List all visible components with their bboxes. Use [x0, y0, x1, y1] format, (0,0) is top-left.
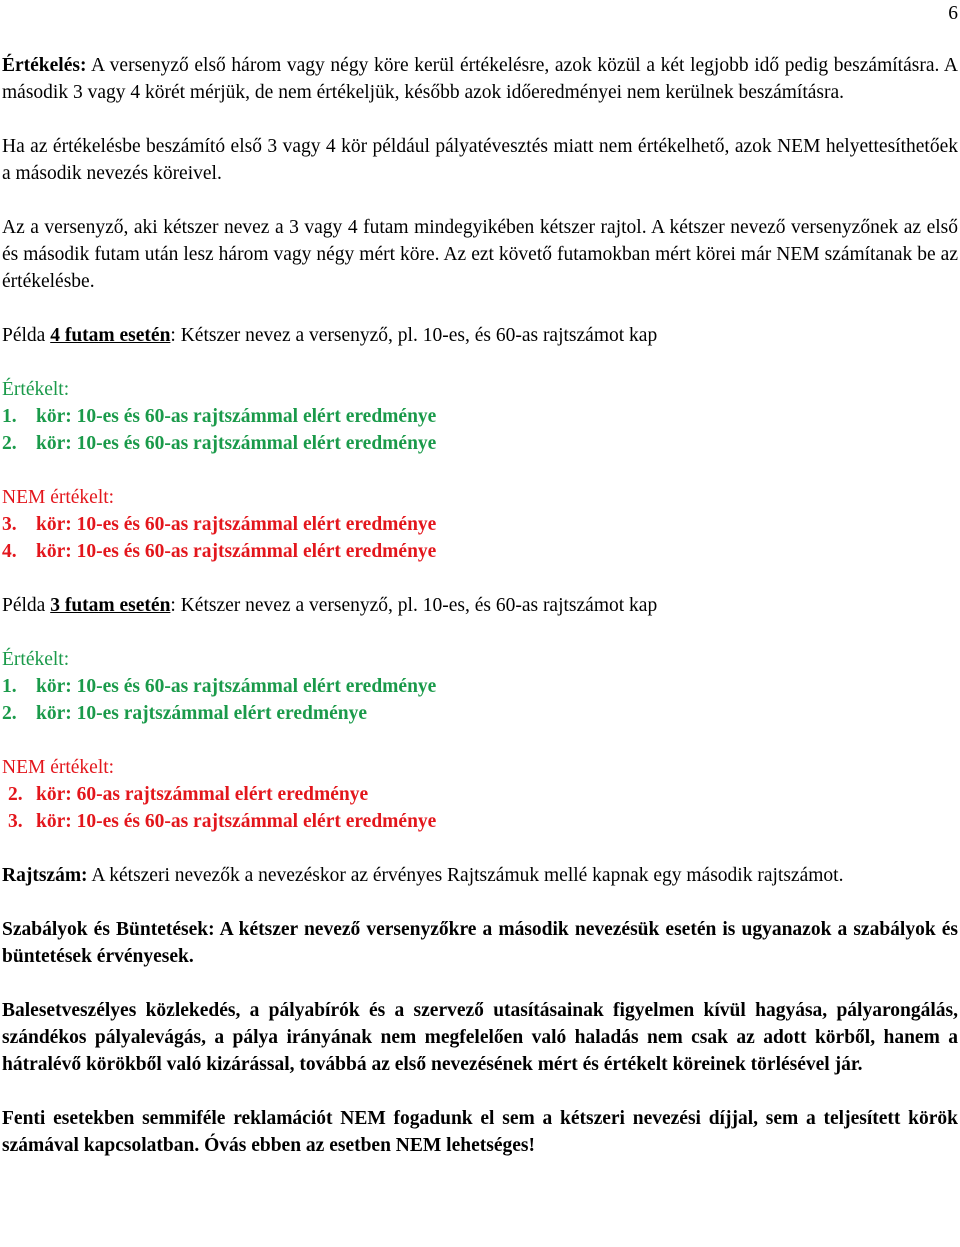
- example-4-evaluated-title: Értékelt:: [2, 379, 70, 400]
- example-3-not-evaluated-title: NEM értékelt:: [2, 757, 115, 778]
- list-item: 1. kör: 10-es és 60-as rajtszámmal elért eredménye: [2, 406, 437, 427]
- example-4-underlined: 4 futam esetén: [50, 325, 171, 346]
- evaluation-label: Értékelés:: [2, 55, 87, 76]
- example-3-underlined: 3 futam esetén: [50, 595, 171, 616]
- double-entry-paragraph: Az a versenyző, aki kétszer nevez a 3 vagy 4 futam mindegyikében kétszer rajtol. A kétszer nevező versenyzőnek az első és második futam után lesz három vagy négy mért köre. Az ezt követő futamokban mért körei már NEM számítanak be az értékelésbe.: [2, 217, 958, 292]
- example-4-not-evaluated-title: NEM értékelt:: [2, 487, 115, 508]
- start-number-label: Rajtszám:: [2, 865, 88, 886]
- example-4-suffix: : Kétszer nevez a versenyző, pl. 10-es, és 60-as rajtszámot kap: [170, 325, 658, 346]
- evaluation-paragraph: [2, 52, 958, 106]
- list-item: 2. kör: 10-es és 60-as rajtszámmal elért eredménye: [2, 433, 437, 454]
- document-body: [2, 52, 958, 1159]
- substitution-paragraph: Ha az értékelésbe beszámító első 3 vagy 4 kör például pályatévesztés miatt nem értékelhető, azok NEM helyettesíthetőek a második nevezés köreivel.: [2, 136, 958, 184]
- example-3-prefix: Példa: [2, 595, 51, 616]
- evaluation-text: A versenyző első három vagy négy köre kerül értékelésre, azok közül a két legjobb idő pedig beszámításra. A második 3 vagy 4 körét mérjük, de nem értékeljük, később azok időeredményei nem kerülnek beszámításra.: [2, 55, 958, 103]
- list-item: 4. kör: 10-es és 60-as rajtszámmal elért eredménye: [2, 541, 437, 562]
- list-item: 3. kör: 10-es és 60-as rajtszámmal elért eredménye: [2, 514, 437, 535]
- example-3-suffix: : Kétszer nevez a versenyző, pl. 10-es, és 60-as rajtszámot kap: [170, 595, 658, 616]
- page-number: 6: [948, 3, 958, 24]
- start-number-text: A kétszeri nevezők a nevezéskor az érvényes Rajtszámuk mellé kapnak egy második rajtszámot.: [87, 865, 844, 886]
- list-item: 2. kör: 60-as rajtszámmal elért eredménye: [8, 784, 369, 805]
- list-item: 1. kör: 10-es és 60-as rajtszámmal elért eredménye: [2, 676, 437, 697]
- complaints-paragraph: Fenti esetekben semmiféle reklamációt NEM fogadunk el sem a kétszeri nevezési díjjal, sem a teljesített körök számával kapcsolatban. Óvás ebben az esetben NEM lehetséges!: [2, 1108, 958, 1156]
- start-number-paragraph: [2, 862, 958, 889]
- example-4-prefix: Példa: [2, 325, 51, 346]
- example-4-heading: [2, 322, 958, 349]
- example-3-evaluated-title: Értékelt:: [2, 649, 70, 670]
- list-item: 3. kör: 10-es és 60-as rajtszámmal elért eredménye: [8, 811, 437, 832]
- rules-paragraph: Szabályok és Büntetések: A kétszer nevező versenyzőkre a második nevezésük esetén is ugyanazok a szabályok és büntetések érvényesek.: [2, 919, 958, 967]
- list-item: 2. kör: 10-es rajtszámmal elért eredménye: [2, 703, 368, 724]
- example-3-heading: [2, 592, 958, 619]
- dangerous-driving-paragraph: Balesetveszélyes közlekedés, a pályabírók és a szervező utasításainak figyelmen kívül hagyása, pályarongálás, szándékos pályalevágás, a pálya irányának nem megfelelően való haladás nem csak az adott körből, hanem a hátralévő körökből való kizárással, továbbá az első nevezésének mért és értékelt köreinek törlésével jár.: [2, 1000, 958, 1075]
